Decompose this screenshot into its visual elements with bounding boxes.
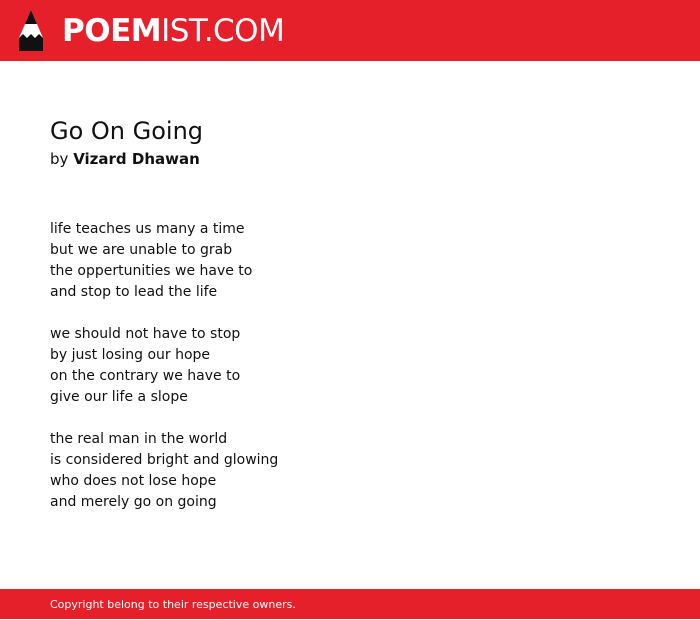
poem-line: but we are unable to grab [50, 242, 233, 258]
copyright-text: Copyright belong to their respective owners. [50, 598, 296, 611]
byline [50, 149, 200, 169]
byline-prefix: by [50, 150, 69, 168]
poem-line: and merely go on going [50, 494, 217, 510]
poem-line: is considered bright and glowing [50, 452, 279, 468]
poem-line: and stop to lead the life [50, 284, 218, 300]
stanza-3 [50, 429, 650, 513]
poem-line: life teaches us many a time [50, 221, 245, 237]
poem-line: by just losing our hope [50, 347, 211, 363]
site-logo[interactable] [62, 11, 284, 51]
pencil-tip-icon[interactable] [18, 10, 44, 51]
poem-line: the real man in the world [50, 431, 228, 447]
stanza-1 [50, 219, 650, 303]
poem-line: who does not lose hope [50, 473, 217, 489]
poem-line: give our life a slope [50, 389, 188, 405]
stanza-2 [50, 324, 650, 408]
poem-line: the oppertunities we have to [50, 263, 253, 279]
site-header [0, 0, 700, 61]
site-footer [0, 589, 700, 619]
logo-strong-text: POEM [62, 13, 162, 49]
poem-line: we should not have to stop [50, 326, 241, 342]
logo-light-text: IST.COM [161, 13, 285, 49]
poem-title: Go On Going [50, 117, 204, 145]
poem-body [50, 219, 650, 534]
author-name: Vizard Dhawan [73, 150, 200, 168]
poem-line: on the contrary we have to [50, 368, 241, 384]
